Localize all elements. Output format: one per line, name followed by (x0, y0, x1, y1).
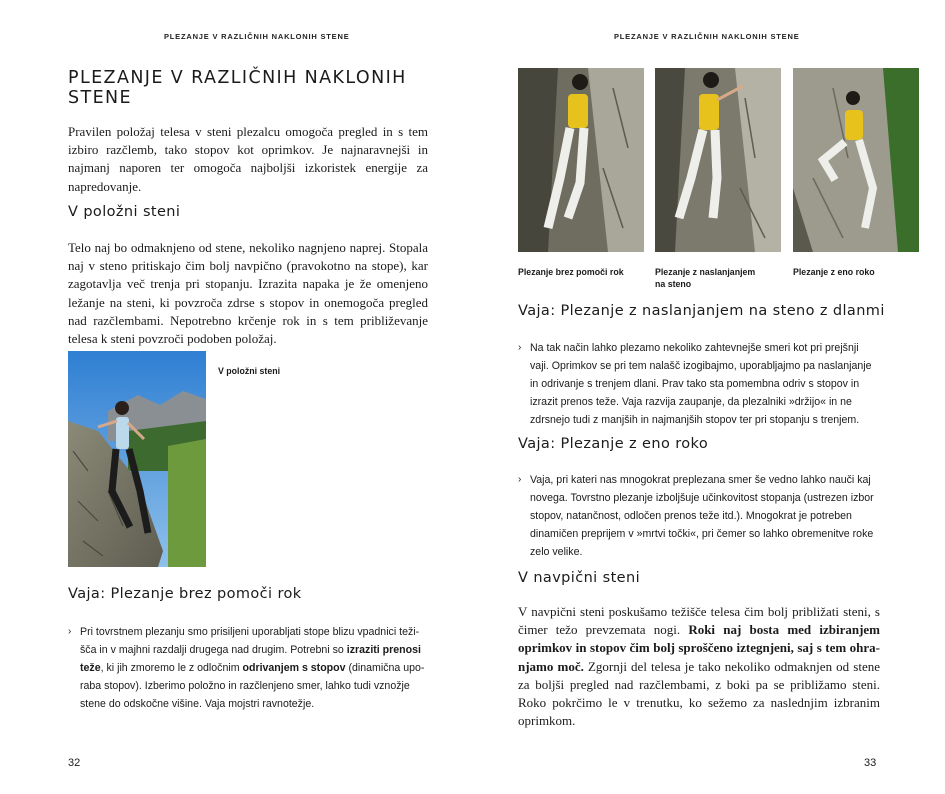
vertical-text-part: V navpični steni poskušamo težišče telesa čim bolj približati steni, s čimer težo prevzemata nogi. (518, 604, 880, 638)
exercise-bold-part: izraziti prenosi teže (80, 644, 421, 675)
vertical-paragraph (518, 603, 880, 730)
photo-no-hands (518, 68, 644, 252)
intro-paragraph: Pravilen položaj telesa v steni plezalcu omogoča pregled in s tem izbiro razčlemb, tako stopov kot oprimkov. Je najnaravnejši in najmanj naporen ter omogoča najboljši izkoristek energije za napredovanje. (68, 124, 428, 194)
exercise-bullet-leaning (518, 339, 880, 429)
vertical-text-part: Zgornji del telesa je tako nekoliko odmaknjen od stene za boljši pregled nad razčlembami, z boki pa se približamo steni. Roko pokrčimo le v trenutku, ko sežemo za naslednjim izbranim oprimkom. (518, 658, 880, 729)
exercise-text: Na tak način lahko plezamo nekoliko zahtevnejše smeri kot pri prejšnji vaji. Oprimkov se pri tem nalašč izogibajmo, uporabljajmo pa naslanjanje in odrivanje s trenjem dlani. Prav tako sta pomembna odriv s stopov in izrazit prenos teže. Vaja razvija zaupanje, da plezalniki »držijo« in ne zdrsnejo tudi z manjših in najmanjših stopov ter pri stopanju s trenjem. (530, 342, 872, 427)
exercise-title-no-hands: Vaja: Plezanje brez pomoči rok (68, 586, 302, 602)
photo-caption-leaning: Plezanje z naslanjanjem na steno (655, 267, 756, 289)
exercise-text-part: Pri tovrstnem plezanju smo prisiljeni uporabljati stope blizu vpadnici težišča in v majhni razdalji drugega nad drugim. Potrebni so (80, 626, 420, 657)
exercise-text-part: (dinamična uporaba stopov). Izberimo položno in razčlenjeno smer, lahko tudi vznožje stene do odskočne višine. Vaja mojstri ravnotežje. (80, 662, 425, 711)
photo-caption-no-hands: Plezanje brez pomoči rok (518, 267, 624, 277)
running-head-left: PLEZANJE V RAZLIČNIH NAKLONIH STENE (164, 32, 350, 41)
page-number-left: 32 (68, 757, 81, 769)
exercise-text: Vaja, pri kateri nas mnogokrat preplezana smer še vedno lahko nauči kaj novega. Tovrstno plezanje izboljšuje učinkovitost stopanja (ustrezen izbor stopov, natančnost, odločen prenos teže itd.). Mnogokrat je potreben dinamičen preprijem v »mrtvi točki«, pri čemer so lahko obremenitve roke zelo velike. (530, 474, 874, 559)
exercise-bullet-no-hands (68, 623, 430, 713)
slab-paragraph: Telo naj bo odmaknjeno od stene, nekoliko nagnjeno naprej. Stopala naj v steno pritiskajo čim bolj navpično (pravokotno na stope), kar zagotavlja več trenja pri stopanju. Izrazita napaka je že omenjeno ležanje na steni, ki povzroča zdrse s stopov in onemogoča pregled nad razčlembami. Nepotrebno krčenje rok in s tem približevanje telesa k steni povzroči podoben položaj. (68, 240, 428, 347)
photo-leaning-hands (655, 68, 781, 252)
exercise-bold-part: odrivanjem s stopov (242, 662, 346, 675)
right-page (472, 0, 945, 794)
section-title-slab: V položni steni (68, 204, 181, 220)
photo-caption-one-hand: Plezanje z eno roko (793, 267, 875, 277)
vertical-bold-part: Roki naj bosta med izbiranjem oprimkov in stopov čim bolj sproščeno iztegnjeni, saj s tem ohranjamo moč. (518, 622, 880, 674)
photo-caption-slab: V položni steni (218, 366, 281, 376)
exercise-title-one-hand: Vaja: Plezanje z eno roko (518, 436, 709, 452)
section-title-vertical: V navpični steni (518, 570, 640, 586)
photo-slab-climber (68, 351, 206, 567)
running-head-right: PLEZANJE V RAZLIČNIH NAKLONIH STENE (614, 32, 800, 41)
photo-one-hand (793, 68, 919, 252)
chapter-title: PLEZANJE V RAZLIČNIH NAKLONIH STENE (68, 68, 407, 108)
bullet-chevron-icon: › (518, 342, 522, 353)
page-number-right: 33 (864, 757, 877, 769)
bullet-chevron-icon: › (68, 626, 72, 637)
left-page (0, 0, 472, 794)
exercise-bullet-one-hand (518, 471, 880, 561)
exercise-text-part: , ki jih zmoremo le z odločnim (100, 662, 243, 675)
bullet-chevron-icon: › (518, 474, 522, 485)
exercise-title-leaning: Vaja: Plezanje z naslanjanjem na steno z dlanmi (518, 303, 885, 319)
